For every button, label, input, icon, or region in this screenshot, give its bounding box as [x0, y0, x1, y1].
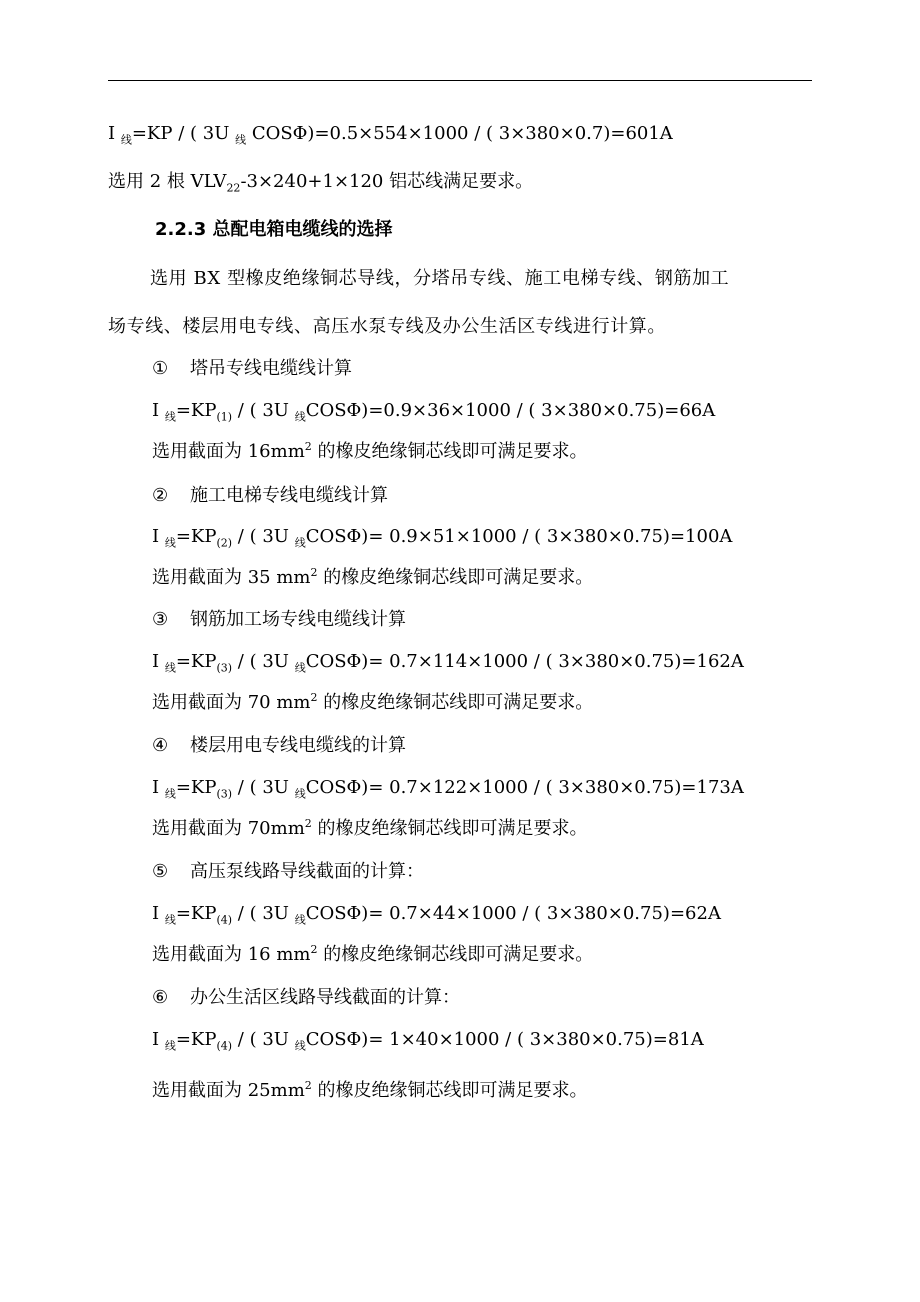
selection-text: 选用截面为 35 mm: [152, 567, 311, 588]
item-number: ⑤: [152, 861, 169, 882]
subscript: 线: [294, 913, 306, 927]
subscript-index: (1): [216, 410, 233, 424]
selection-text: 的橡皮绝缘铜芯线即可满足要求。: [311, 441, 588, 462]
item-title: 高压泵线路导线截面的计算：: [190, 861, 424, 882]
formula-text: / ( 3U: [232, 400, 295, 421]
formula-text: COSΦ)= 0.7×114×1000 / ( 3×380×0.75)=162A: [305, 651, 744, 672]
formula-text: COSΦ)= 0.7×122×1000 / ( 3×380×0.75)=173A: [305, 777, 744, 798]
paragraph-line-1: 选用 BX 型橡皮绝缘铜芯导线，分塔吊专线、施工电梯专线、钢筋加工: [150, 268, 730, 289]
selection-text: 选用截面为 16 mm: [152, 944, 311, 965]
item-selection: [152, 690, 593, 716]
formula-text: =KP: [175, 526, 217, 547]
selection-text: 选用截面为 16mm: [152, 441, 305, 462]
superscript: 2: [310, 943, 318, 956]
subscript-index: (4): [216, 913, 233, 927]
item-title: 施工电梯专线电缆线计算: [190, 485, 388, 506]
subscript: 线: [164, 913, 176, 927]
formula-text: I: [152, 777, 165, 798]
item-selection: [152, 1078, 588, 1104]
selection-text: 的橡皮绝缘铜芯线即可满足要求。: [317, 944, 594, 965]
superscript: 2: [304, 817, 312, 830]
formula-text: =KP: [175, 651, 217, 672]
subscript: 线: [294, 661, 306, 675]
subscript-index: (4): [216, 1039, 233, 1053]
item-selection: [152, 439, 588, 465]
selection-text: 选用截面为 25mm: [152, 1080, 305, 1101]
item-title: 钢筋加工场专线电缆线计算: [190, 609, 406, 630]
selection-text: 选用截面为 70 mm: [152, 692, 311, 713]
item-number: ②: [152, 485, 169, 506]
item-heading: [152, 356, 352, 382]
formula-text: I: [108, 123, 121, 144]
subscript: 线: [164, 1039, 176, 1053]
superscript: 2: [304, 440, 312, 453]
subscript: 线: [164, 661, 176, 675]
formula-text: =KP / ( 3U: [131, 123, 236, 144]
selection-text: 的橡皮绝缘铜芯线即可满足要求。: [311, 1080, 588, 1101]
formula-text: COSΦ)= 1×40×1000 / ( 3×380×0.75)=81A: [305, 1029, 704, 1050]
selection-text: -3×240+1×120 铝芯线满足要求。: [240, 171, 534, 192]
item-formula: [152, 524, 732, 550]
superscript: 2: [304, 1079, 312, 1092]
formula-text: I: [152, 651, 165, 672]
superscript: 2: [310, 566, 318, 579]
item-number: ③: [152, 609, 169, 630]
item-selection: [152, 816, 588, 842]
selection-text: 的橡皮绝缘铜芯线即可满足要求。: [317, 692, 594, 713]
formula-text: / ( 3U: [232, 903, 295, 924]
formula-text: =KP: [175, 1029, 217, 1050]
subscript: 线: [164, 410, 176, 424]
item-heading: [152, 859, 424, 885]
section-title: 2.2.3 总配电箱电缆线的选择: [155, 219, 393, 240]
formula-text: / ( 3U: [232, 1029, 295, 1050]
item-formula: [152, 649, 744, 675]
subscript: 线: [294, 536, 306, 550]
subscript: 线: [294, 410, 306, 424]
subscript: 线: [164, 536, 176, 550]
item-formula: [152, 398, 715, 424]
item-title: 塔吊专线电缆线计算: [190, 358, 352, 379]
formula-text: I: [152, 1029, 165, 1050]
item-heading: [152, 985, 460, 1011]
formula-text: COSΦ)= 0.7×44×1000 / ( 3×380×0.75)=62A: [305, 903, 721, 924]
formula-text: =KP: [175, 400, 217, 421]
subscript: 线: [164, 787, 176, 801]
item-selection: [152, 942, 593, 968]
item-title: 楼层用电专线电缆线的计算: [190, 735, 406, 756]
selection-text: 选用截面为 70mm: [152, 818, 305, 839]
formula-text: COSΦ)=0.5×554×1000 / ( 3×380×0.7)=601A: [246, 123, 673, 144]
formula-text: I: [152, 903, 165, 924]
formula-text: COSΦ)= 0.9×51×1000 / ( 3×380×0.75)=100A: [305, 526, 733, 547]
subscript: 22: [226, 181, 241, 195]
formula-text: COSΦ)=0.9×36×1000 / ( 3×380×0.75)=66A: [305, 400, 716, 421]
selection-text: 的橡皮绝缘铜芯线即可满足要求。: [311, 818, 588, 839]
subscript-index: (3): [216, 787, 233, 801]
formula-text: =KP: [175, 777, 217, 798]
item-formula: [152, 901, 721, 927]
formula-line-total-current: [108, 121, 673, 147]
item-formula: [152, 1027, 704, 1053]
subscript-index: (3): [216, 661, 233, 675]
subscript: 线: [294, 787, 306, 801]
formula-text: / ( 3U: [232, 526, 295, 547]
subscript-index: (2): [216, 536, 233, 550]
superscript: 2: [310, 691, 318, 704]
header-rule: [108, 80, 812, 81]
formula-text: / ( 3U: [232, 651, 295, 672]
subscript: 线: [235, 133, 247, 147]
formula-text: I: [152, 526, 165, 547]
selection-text: 选用 2 根 VLV: [108, 171, 227, 192]
paragraph-line-2: 场专线、楼层用电专线、高压水泵专线及办公生活区专线进行计算。: [108, 316, 666, 337]
item-heading: [152, 483, 388, 509]
formula-text: I: [152, 400, 165, 421]
item-selection: [152, 565, 593, 591]
item-number: ⑥: [152, 987, 169, 1008]
selection-text: 的橡皮绝缘铜芯线即可满足要求。: [317, 567, 594, 588]
item-number: ④: [152, 735, 169, 756]
subscript: 线: [294, 1039, 306, 1053]
item-heading: [152, 607, 406, 633]
subscript: 线: [120, 133, 132, 147]
formula-text: =KP: [175, 903, 217, 924]
cable-selection-line: [108, 169, 533, 195]
item-number: ①: [152, 358, 169, 379]
item-heading: [152, 733, 406, 759]
item-formula: [152, 775, 744, 801]
formula-text: / ( 3U: [232, 777, 295, 798]
item-title: 办公生活区线路导线截面的计算：: [190, 987, 460, 1008]
